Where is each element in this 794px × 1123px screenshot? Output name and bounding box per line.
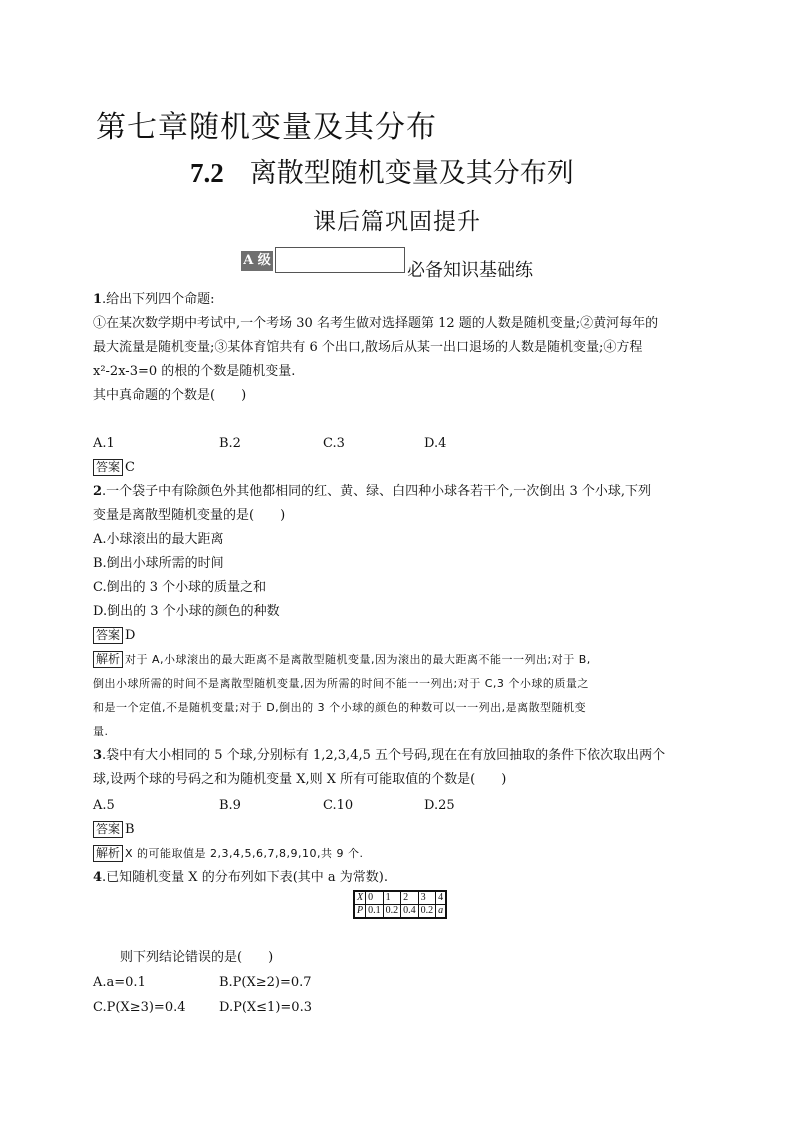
q2-explain-line2: 倒出小球所需的时间不是离散型随机变量,因为所需的时间不能一一列出;对于 C,3 个小球的质量之: [93, 677, 589, 690]
q2-explain-text: 对于 A,小球滚出的最大距离不是离散型随机变量,因为滚出的最大距离不能一一列出;对于 B,: [125, 653, 591, 666]
q2-option-c: C.倒出的 3 个小球的质量之和: [93, 580, 267, 595]
q1-option-d: D.4: [424, 436, 447, 451]
table-cell: 0.1: [366, 905, 384, 919]
table-cell: 2: [401, 891, 419, 905]
q3-option-c: C.10: [323, 798, 354, 813]
q3-answer-value: B: [125, 822, 135, 837]
q1-question: 其中真命题的个数是( ): [93, 388, 247, 403]
table-cell: X: [354, 891, 366, 905]
table-cell: 0.2: [418, 905, 436, 919]
q1-number: 1: [93, 292, 103, 307]
q2-answer-value: D: [125, 628, 136, 643]
q2-explain-line4: 量.: [93, 725, 109, 738]
q3-explain: [93, 842, 364, 866]
q2-explain-line3: 和是一个定值,不是随机变量;对于 D,倒出的 3 个小球的颜色的种数可以一一列出,是离散型随机变: [93, 701, 587, 714]
q3-option-b: B.9: [219, 798, 241, 813]
q2-option-a: A.小球滚出的最大距离: [93, 532, 224, 547]
q1-option-a: A.1: [93, 436, 115, 451]
table-cell: 3: [418, 891, 436, 905]
table-cell: a: [436, 905, 447, 919]
explain-tag: 解析: [93, 651, 123, 668]
answer-tag: 答案: [93, 627, 123, 644]
distribution-table: [353, 890, 447, 919]
level-box: [275, 247, 405, 273]
table-cell: P: [354, 905, 366, 919]
table-row-x: [354, 891, 446, 905]
q3-option-a: A.5: [93, 798, 115, 813]
q1-answer-value: C: [125, 460, 135, 475]
q3-number: 3: [93, 748, 103, 763]
q3-answer: [93, 818, 135, 842]
q2-stem-text: .一个袋子中有除颜色外其他都相同的红、黄、绿、白四种小球各若干个,一次倒出 3 个小球,下列: [102, 484, 651, 499]
subtitle: 课后篇巩固提升: [313, 209, 481, 235]
q4-stem-text: .已知随机变量 X 的分布列如下表(其中 a 为常数).: [102, 870, 388, 885]
q1-stem: [93, 288, 215, 312]
q4-number: 4: [93, 870, 103, 885]
chapter-title: 第七章随机变量及其分布: [96, 110, 437, 145]
q3-stem-line2: 球,设两个球的号码之和为随机变量 X,则 X 所有可能取值的个数是( ): [93, 772, 507, 787]
q1-line3: x²-2x-3=0 的根的个数是随机变量.: [93, 364, 296, 379]
q4-option-a: A.a=0.1: [93, 975, 146, 990]
q2-option-d: D.倒出的 3 个小球的颜色的种数: [93, 604, 280, 619]
q3-explain-text: X 的可能取值是 2,3,4,5,6,7,8,9,10,共 9 个.: [125, 847, 364, 860]
section-heading: [190, 151, 574, 190]
q3-stem-line1: [93, 744, 665, 768]
table-cell: 1: [383, 891, 401, 905]
q4-option-d: D.P(X≤1)=0.3: [219, 1000, 312, 1015]
q1-option-b: B.2: [219, 436, 241, 451]
q2-answer: [93, 624, 135, 648]
section-number: 7.2: [190, 158, 224, 188]
q4-option-c: C.P(X≥3)=0.4: [93, 1000, 186, 1015]
answer-tag: 答案: [93, 459, 123, 476]
table-cell: 4: [436, 891, 447, 905]
q1-line2: 最大流量是随机变量;③某体育馆共有 6 个出口,散场后从某一出口退场的人数是随机变量;④方程: [93, 340, 643, 355]
distribution-table-wrap: [353, 890, 447, 919]
q4-stem: [93, 866, 388, 890]
answer-tag: 答案: [93, 821, 123, 838]
q3-stem-text: .袋中有大小相同的 5 个球,分别标有 1,2,3,4,5 五个号码,现在在有放回抽取的条件下依次取出两个: [102, 748, 666, 763]
explain-tag: 解析: [93, 845, 123, 862]
q4-option-b: B.P(X≥2)=0.7: [219, 975, 312, 990]
q4-question: 则下列结论错误的是( ): [120, 950, 274, 965]
q3-option-d: D.25: [424, 798, 455, 813]
table-row-p: [354, 905, 446, 919]
level-title: 必备知识基础练: [407, 260, 533, 281]
q1-stem-text: .给出下列四个命题:: [102, 292, 215, 307]
q2-option-b: B.倒出小球所需的时间: [93, 556, 224, 571]
q2-number: 2: [93, 484, 103, 499]
q1-answer: [93, 456, 135, 480]
table-cell: 0: [366, 891, 384, 905]
q2-stem-line1: [93, 480, 651, 504]
table-cell: 0.2: [383, 905, 401, 919]
level-badge: A 级: [241, 251, 273, 271]
q2-stem-line2: 变量是离散型随机变量的是( ): [93, 508, 286, 523]
q1-option-c: C.3: [323, 436, 345, 451]
q1-line1: ①在某次数学期中考试中,一个考场 30 名考生做对选择题第 12 题的人数是随机变量;②黄河每年的: [93, 316, 659, 331]
q2-explain-line1: [93, 648, 591, 672]
table-cell: 0.4: [401, 905, 419, 919]
section-title: 离散型随机变量及其分布列: [249, 158, 574, 189]
